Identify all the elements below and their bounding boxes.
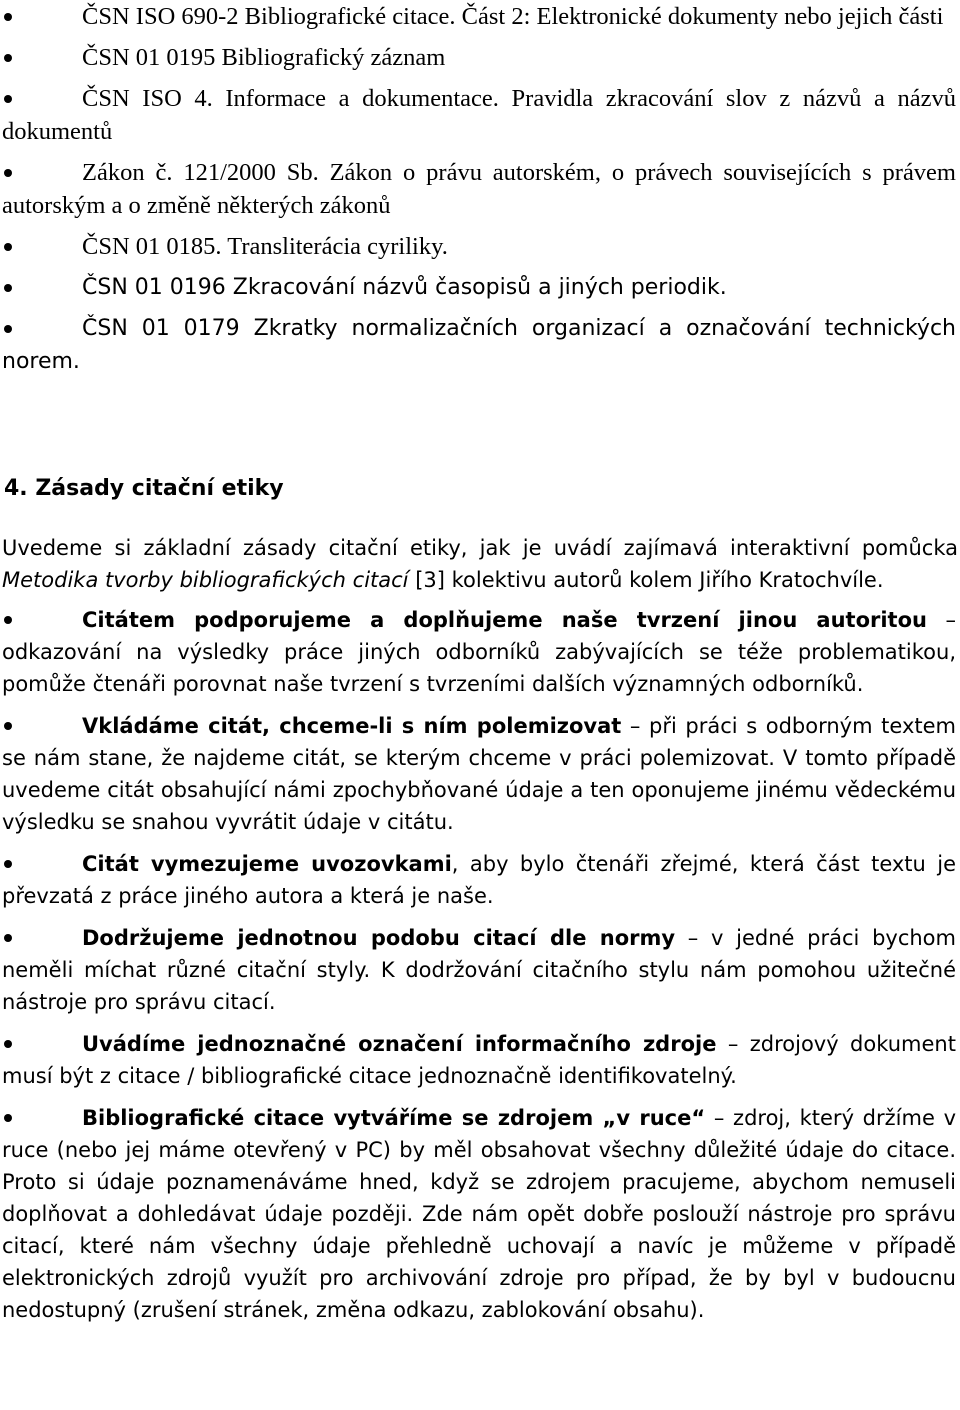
bullet-icon xyxy=(4,1114,12,1122)
bullet-icon xyxy=(4,616,12,624)
principle-item: Dodržujeme jednotnou podobu citací dle normy – v jedné práci bychom neměli míchat různé citační styly. K dodržování citačního stylu nám pomohou užitečné nástroje pro správu citací. xyxy=(2,926,956,1014)
list-item: ČSN 01 0179 Zkratky normalizačních organizací a označování technických norem. xyxy=(2,316,956,374)
bullet-icon xyxy=(4,95,12,103)
bullet-icon xyxy=(4,13,12,21)
section-body xyxy=(2,532,958,1336)
bullet-icon xyxy=(4,722,12,730)
bullet-icon xyxy=(4,860,12,868)
principle-item: Uvádíme jednoznačné označení informačního zdroje – zdrojový dokument musí být z citace / bibliografické citace jednoznačně identifikovatelný. xyxy=(2,1032,956,1088)
bullet-icon xyxy=(4,169,12,177)
bullet-icon xyxy=(4,54,12,62)
source-title: Metodika tvorby bibliografických citací xyxy=(2,568,409,592)
principle-item: Citátem podporujeme a doplňujeme naše tvrzení jinou autoritou – odkazování na výsledky práce jiných odborníků zabývajících se téže problematikou, pomůže čtenáři porovnat naše tvrzení s tvrzeními dalších významných odborníků. xyxy=(2,608,956,696)
standards-list xyxy=(0,0,958,386)
bullet-icon xyxy=(4,1040,12,1048)
bullet-icon xyxy=(4,243,12,251)
bullet-icon xyxy=(4,325,12,333)
principle-item: Bibliografické citace vytváříme se zdrojem „v ruce“ – zdroj, který držíme v ruce (nebo jej máme otevřený v PC) by měl obsahovat všechny důležité údaje do citace. Proto si údaje poznamenáváme hned, když se zdrojem pracujeme, abychom nemuseli doplňovat a dohledávat údaje později. Zde nám opět dobře poslouží nástroje pro správu citací, které nám všechny údaje přehledně uchovají a navíc je můžeme v případě elektronických zdrojů využít pro archivování zdroje pro případ, že by byl v budoucnu nedostupný (zrušení stránek, změna odkazu, zablokování obsahu). xyxy=(2,1106,957,1322)
list-item: ČSN 01 0196 Zkracování názvů časopisů a jiných periodik. xyxy=(0,271,958,304)
section-heading: 4. Zásady citační etiky xyxy=(4,476,284,501)
list-item: ČSN 01 0185. Transliterácia cyriliky. xyxy=(0,230,958,263)
list-item: Zákon č. 121/2000 Sb. Zákon o právu autorském, o právech souvisejících s právem autorským a o změně některých zákonů xyxy=(2,159,956,219)
intro-paragraph: Uvedeme si základní zásady citační etiky, jak je uvádí zajímavá interaktivní pomůcka Metodika tvorby bibliografických citací [3] kolektivu autorů kolem Jiřího Kratochvíle. xyxy=(2,536,958,592)
list-item: ČSN 01 0195 Bibliografický záznam xyxy=(0,41,958,74)
bullet-icon xyxy=(4,284,12,292)
list-item: ČSN ISO 4. Informace a dokumentace. Pravidla zkracování slov z názvů a názvů dokumentů xyxy=(2,85,956,145)
bullet-icon xyxy=(4,934,12,942)
principle-item: Vkládáme citát, chceme-li s ním polemizovat – při práci s odborným textem se nám stane, že najdeme citát, se kterým chceme v práci polemizovat. V tomto případě uvedeme citát obsahující námi zpochybňované údaje a ten oponujeme jinému vědeckému výsledku se snahou vyvrátit údaje v citátu. xyxy=(2,714,956,834)
principle-item: Citát vymezujeme uvozovkami, aby bylo čtenáři zřejmé, která část textu je převzatá z práce jiného autora a která je naše. xyxy=(2,852,956,908)
list-item: ČSN ISO 690-2 Bibliografické citace. Část 2: Elektronické dokumenty nebo jejich části xyxy=(0,0,958,33)
